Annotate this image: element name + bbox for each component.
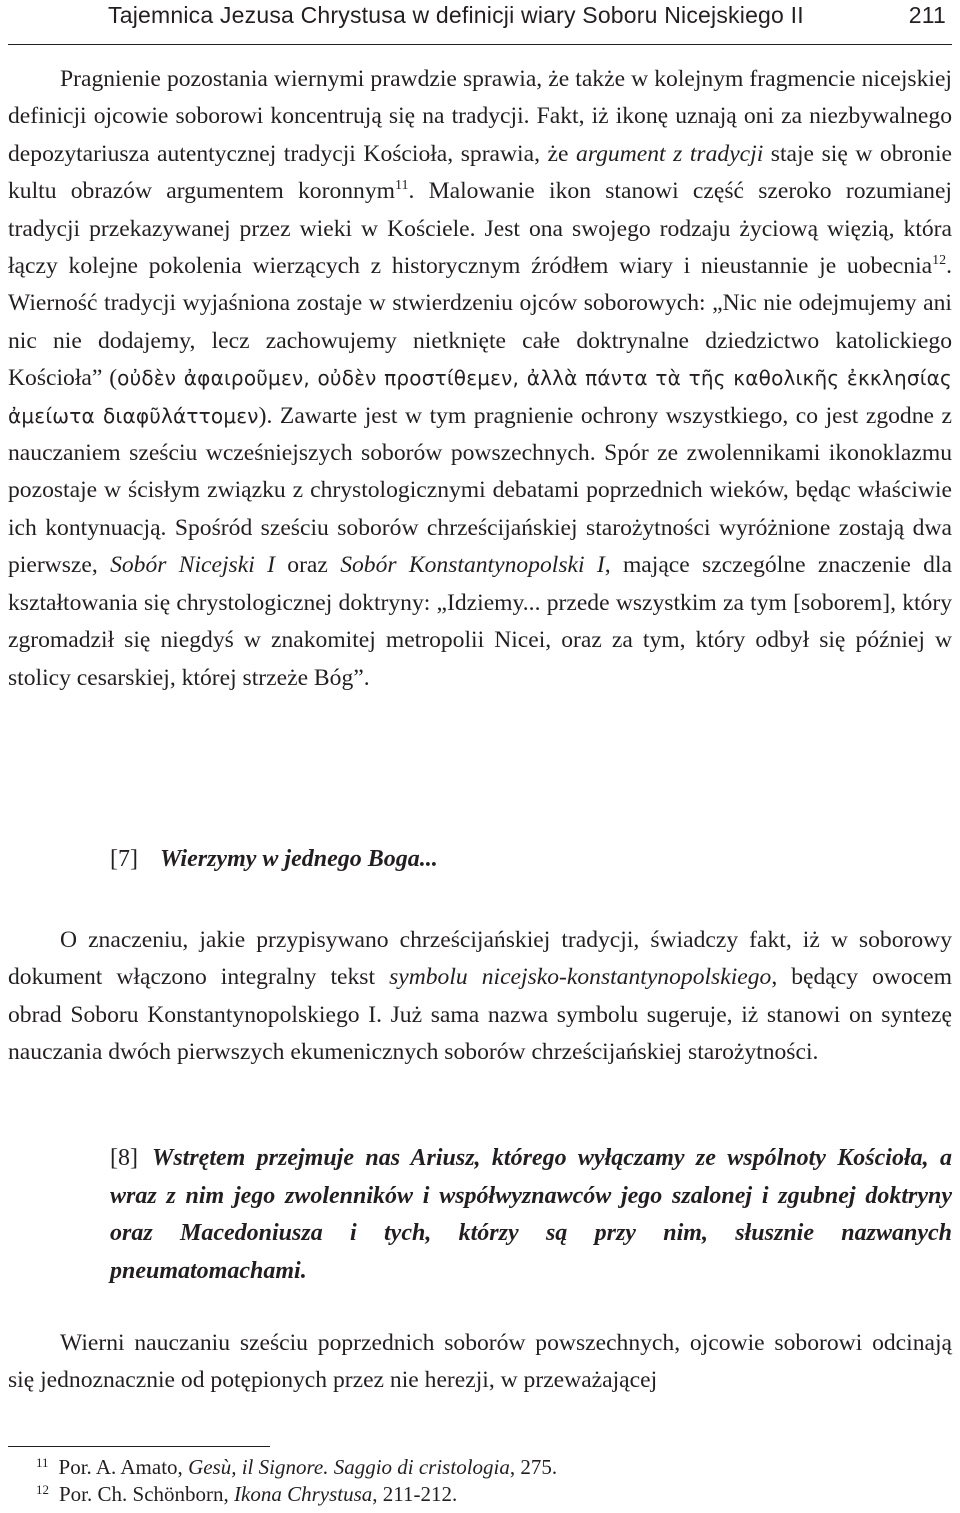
footnote-marker: 11: [36, 1455, 49, 1470]
footnote-11: $^{11}$ Por. A. Amato, Gesù, il Signore. Saggio di cristologia, 275.: [36, 1455, 558, 1479]
section-number: [7]: [110, 846, 138, 872]
italic-phrase: argument z tradycji: [576, 140, 764, 167]
main-text-3: [8, 1325, 952, 1400]
footnotes: [36, 1454, 557, 1508]
paragraph-symbol: O znaczeniu, jakie przypisywano chrześcijańskiej tradycji, świadczy fakt, iż w soborowy dokument włączono integralny tekst symbolu nicejsko-konstantynopolskiego, będący owocem obrad Soboru Konstantynopolskiego I. Już sama nazwa symbolu sugeruje, iż stanowi on syntezę nauczania dwóch pierwszych ekumenicznych soborów chrześcijańskiej starożytności.: [8, 927, 952, 1066]
section-title: Wierzymy w jednego Boga...: [159, 846, 438, 872]
definition-quote-8: [110, 1140, 952, 1290]
footnote-ref-11[interactable]: 11: [395, 178, 409, 194]
footnote-rule: [8, 1446, 270, 1447]
quote-number: [8]: [110, 1145, 138, 1171]
paragraph-heresies: Wierni nauczaniu sześciu poprzednich soborów powszechnych, ojcowie soborowi odcinają się jednoznacznie od potępionych przez nie herezji, w przeważającej: [8, 1330, 952, 1394]
italic-council-constantinople: Sobór Konstantynopolski I: [340, 552, 605, 579]
page-number: 211: [908, 2, 946, 28]
main-text: [8, 61, 952, 697]
quote-text: Wstrętem przejmuje nas Ariusz, którego wyłączamy ze wspólnoty Kościoła, a wraz z nim jego zwolenników i współwyznawców jego szalonej i zgubnej doktryny oraz Macedoniusza i tych, którzy są przy nim, słusznie nazwanych pneumatomachami.: [110, 1145, 952, 1284]
running-header: [10, 2, 950, 32]
running-title: Tajemnica Jezusa Chrystusa w definicji wiary Soboru Nicejskiego II: [108, 2, 804, 28]
italic-symbol-name: symbolu nicejsko-konstantynopolskiego: [389, 964, 772, 991]
footnote-marker: 12: [36, 1482, 49, 1497]
footnote-ref-12[interactable]: 12: [932, 253, 947, 269]
paragraph-tradition: Pragnienie pozostania wiernymi prawdzie sprawia, że także w kolejnym fragmencie nicejskiej definicji ojcowie soborowi koncentrują się na tradycji. Fakt, iż ikonę uznają oni za niezbywalnego depozytariusza autentycznej tradycji Kościoła, sprawia, że argument z tradycji staje się w obronie kultu obrazów argumentem koronnym$^{11}$. Malowanie ikon stanowi część szeroko rozumianej tradycji przekazywanej przez wieki w Kościele. Jest ona swojego rodzaju życiową więzią, która łączy kolejne pokolenia wierzących z historycznym źródłem wiary i nieustannie je uobecnia$^{12}$. Wierność tradycji wyjaśniona zostaje w stwierdzeniu ojców soborowych: „Nic nie odejmujemy ani nic nie dodajemy, lecz zachowujemy nietknięte całe doktrynalne dziedzictwo katolickiego Kościoła” (οὐδὲν ἀφαιροῦμεν, οὐδὲν προστίθεμεν, ἀλλὰ πάντα τὰ τῆς καθολικῆς ἐκκλησίας ἀμείωτα διαφῦλάττομεν). Zawarte jest w tym pragnienie ochrony wszystkiego, co jest zgodne z nauczaniem sześciu wcześniejszych soborów powszechnych. Spór ze zwolennikami ikonoklazmu pozostaje w ścisłym związku z chrystologicznymi debatami poprzednich wieków, będąc właściwie ich kontynuacją. Spośród sześciu soborów chrześcijańskiej starożytności wyróżnione zostają dwa pierwsze, Sobór Nicejski I oraz Sobór Konstantynopolski I, mające szczególne znaczenie dla kształtowania się chrystologicznej doktryny: „Idziemy... przede wszystkim za tym [soborem], który zgromadził się niegdyś w znakomitej metropolii Nicei, oraz za tym, który odbył się później w stolicy cesarskiej, której strzeże Bóg”.: [8, 66, 952, 691]
section-heading-7: [110, 846, 438, 873]
italic-council-nicaea: Sobór Nicejski I: [110, 552, 275, 579]
greek-quotation: οὐδὲν ἀφαιροῦμεν, οὐδὲν προστίθεμεν, ἀλλὰ πάντα τὰ τῆς καθολικῆς ἐκκλησίας ἀμείωτα διαφῦλάττομεν: [8, 366, 952, 428]
footnote-12: $^{12}$ Por. Ch. Schönborn, Ikona Chrystusa, 211-212.: [36, 1482, 458, 1506]
header-rule: [8, 44, 952, 45]
main-text-2: [8, 922, 952, 1072]
